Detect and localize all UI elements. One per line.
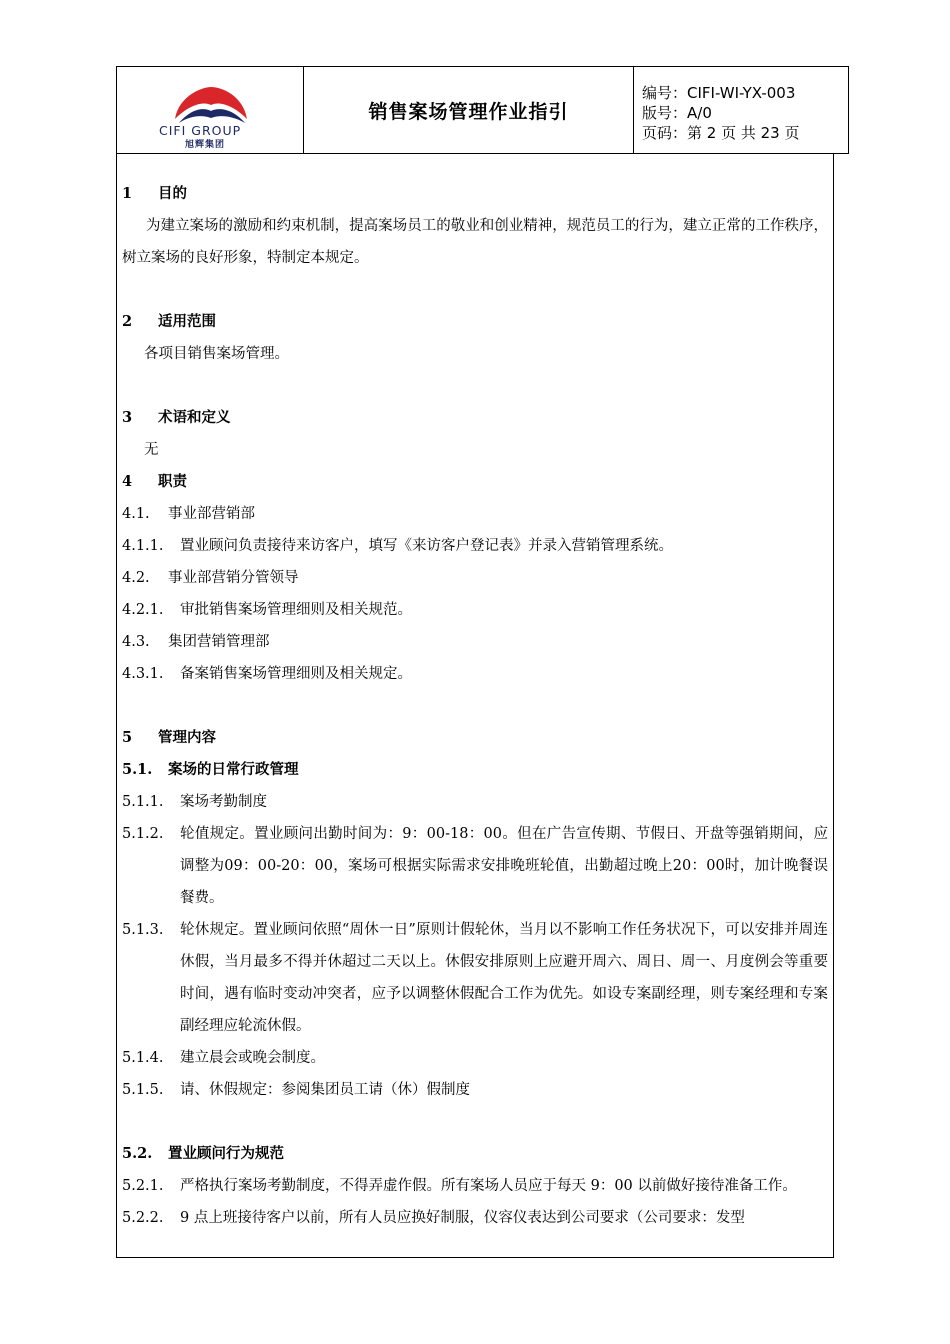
list-item: 5.1.5. 请、休假规定：参阅集团员工请（休）假制度 (122, 1082, 470, 1098)
logo-text-en: CIFI GROUP (159, 123, 242, 138)
subsection-heading: 5.2. 置业顾问行为规范 (122, 1145, 284, 1162)
page-number: 页码：第 2 页 共 23 页 (642, 124, 800, 142)
cifi-logo-icon (173, 85, 249, 125)
section-heading: 1 目的 (122, 185, 187, 202)
section-heading: 2 适用范围 (122, 313, 216, 330)
list-item: 5.1.1. 案场考勤制度 (122, 794, 267, 810)
list-item: 4.3. 集团营销管理部 (122, 634, 270, 650)
list-item: 5.1.3. 轮休规定。置业顾问依照“周休一日”原则计假轮休，当月以不影响工作任务状况下，可以安排并周连休假，当月最多不得并休超过二天以上。休假安排原则上应避开周六、周日、周一、月度例会等重要时间，遇有临时变动冲突者，应予以调整休假配合工作为优先。如设专案副经理，则专案经理和专案副经理应轮流休假。 (122, 922, 828, 1034)
list-item: 4.2.1. 审批销售案场管理细则及相关规范。 (122, 602, 412, 618)
section-paragraph: 各项目销售案场管理。 (144, 346, 289, 362)
list-item: 4.1. 事业部营销部 (122, 506, 255, 522)
section-paragraph: 无 (144, 442, 159, 458)
section-heading: 4 职责 (122, 473, 187, 490)
list-item: 5.2.2. 9 点上班接待客户以前，所有人员应换好制服，仪容仪表达到公司要求（公司要求：发型 (122, 1210, 745, 1226)
logo-cell (116, 66, 304, 154)
document-body (122, 178, 828, 1234)
subsection-heading: 5.1. 案场的日常行政管理 (122, 761, 299, 778)
doc-number: 编号：CIFI-WI-YX-003 (642, 84, 796, 102)
title-cell (303, 66, 634, 154)
section-paragraph: 为建立案场的激励和约束机制，提高案场员工的敬业和创业精神，规范员工的行为，建立正常的工作秩序，树立案场的良好形象，特制定本规定。 (122, 218, 828, 266)
list-item: 5.1.4. 建立晨会或晚会制度。 (122, 1050, 325, 1066)
section-heading: 3 术语和定义 (122, 409, 231, 426)
logo-text-cn: 旭辉集团 (185, 140, 226, 150)
document-title: 销售案场管理作业指引 (368, 100, 569, 123)
list-item: 4.1.1. 置业顾问负责接待来访客户，填写《来访客户登记表》并录入营销管理系统。 (122, 538, 673, 554)
doc-info-cell (633, 66, 849, 154)
document-header (116, 66, 849, 155)
list-item: 5.2.1. 严格执行案场考勤制度，不得弄虚作假。所有案场人员应于每天 9：00 以前做好接待准备工作。 (122, 1178, 797, 1194)
doc-version: 版号：A/0 (642, 104, 712, 122)
section-heading: 5 管理内容 (122, 729, 216, 746)
list-item: 4.3.1. 备案销售案场管理细则及相关规定。 (122, 666, 412, 682)
list-item: 4.2. 事业部营销分管领导 (122, 570, 299, 586)
list-item: 5.1.2. 轮值规定。置业顾问出勤时间为：9：00-18：00。但在广告宣传期、节假日、开盘等强销期间，应调整为09：00-20：00，案场可根据实际需求安排晚班轮值，出勤超过晚上20：00时，加计晚餐误餐费。 (122, 826, 828, 906)
